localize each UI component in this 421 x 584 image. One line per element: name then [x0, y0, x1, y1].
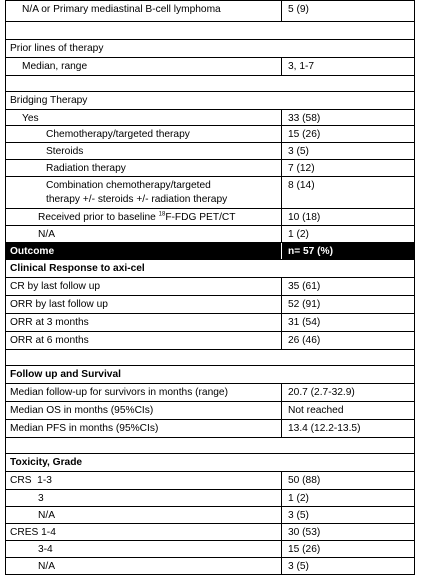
section-header-row — [5, 40, 415, 58]
blank-cell — [6, 22, 414, 39]
row-label: Combination chemotherapy/targeted therapy +/- steroids +/- radiation therapy — [6, 177, 282, 208]
section-label: Bridging Therapy — [10, 95, 88, 106]
row-label: CR by last follow up — [6, 278, 282, 295]
section-label: Clinical Response to axi-cel — [10, 263, 145, 274]
table-row — [5, 226, 415, 243]
blank-cell — [6, 76, 414, 91]
row-value: 31 (54) — [288, 317, 321, 328]
section-header-row — [5, 92, 415, 110]
row-label: Radiation therapy — [6, 160, 282, 176]
row-label: Median follow-up for survivors in months (range) — [6, 384, 282, 401]
row-value: Not reached — [288, 405, 344, 416]
blank-row — [5, 350, 415, 366]
row-value: 10 (18) — [288, 212, 321, 223]
row-label: N/A — [6, 226, 282, 242]
blank-cell — [6, 350, 414, 365]
row-label: N/A — [6, 558, 282, 574]
row-label: 3 — [6, 490, 282, 506]
section-header-row — [5, 260, 415, 278]
section-label: Prior lines of therapy — [10, 43, 104, 54]
row-value: 13.4 (12.2-13.5) — [288, 423, 361, 434]
table-row — [5, 490, 415, 507]
table-row — [5, 420, 415, 438]
row-value: 5 (9) — [288, 4, 309, 15]
row-label: ORR at 3 months — [6, 314, 282, 331]
table-row — [5, 160, 415, 177]
row-value: 3 (5) — [288, 561, 309, 572]
blank-row — [5, 22, 415, 40]
row-value: 8 (14) — [288, 180, 315, 191]
row-value: 3, 1-7 — [288, 61, 315, 72]
row-value: n= 57 (%) — [288, 246, 334, 257]
table-row — [5, 58, 415, 76]
row-value: 33 (58) — [288, 113, 321, 124]
table-row — [5, 524, 415, 541]
row-value: 1 (2) — [288, 229, 309, 240]
row-value: 7 (12) — [288, 163, 315, 174]
section-header-row — [5, 366, 415, 384]
table-row — [5, 126, 415, 143]
row-value: 20.7 (2.7-32.9) — [288, 387, 355, 398]
row-value: 3 (5) — [288, 146, 309, 157]
section-header-row — [5, 454, 415, 472]
baseline-outcomes-table — [5, 0, 415, 575]
table-row — [5, 541, 415, 558]
outcome-header-row — [5, 243, 415, 260]
table-row — [5, 0, 415, 22]
row-value: 50 (88) — [288, 475, 321, 486]
row-label: N/A — [6, 507, 282, 523]
row-label: 3-4 — [6, 541, 282, 557]
row-label: Median, range — [6, 58, 282, 75]
blank-row — [5, 76, 415, 92]
row-value: 35 (61) — [288, 281, 321, 292]
row-label: CRS 1-3 — [6, 472, 282, 489]
row-label: ORR at 6 months — [6, 332, 282, 349]
row-label-text-after: F-FDG PET/CT — [165, 212, 236, 223]
row-value: 30 (53) — [288, 527, 321, 538]
row-label-text: Received prior to baseline — [38, 212, 159, 223]
table-row — [5, 278, 415, 296]
table-row — [5, 143, 415, 160]
row-label: Median OS in months (95%CIs) — [6, 402, 282, 419]
table-row — [5, 384, 415, 402]
table-row — [5, 110, 415, 126]
section-label: Toxicity, Grade — [10, 457, 83, 468]
table-row — [5, 296, 415, 314]
row-value: 1 (2) — [288, 493, 309, 504]
row-label: N/A or Primary mediastinal B-cell lymphoma — [6, 1, 282, 21]
table-row — [5, 177, 415, 209]
row-label: Steroids — [6, 143, 282, 159]
row-value: 26 (46) — [288, 335, 321, 346]
table-row — [5, 507, 415, 524]
table-row — [5, 332, 415, 350]
row-label: CRES 1-4 — [6, 524, 282, 540]
section-label: Follow up and Survival — [10, 369, 121, 380]
row-label: Yes — [6, 110, 282, 125]
row-label: Outcome — [6, 243, 282, 259]
row-value: 52 (91) — [288, 299, 321, 310]
row-label: Chemotherapy/targeted therapy — [6, 126, 282, 142]
isotope-superscript: 18 — [158, 211, 166, 218]
row-value: 15 (26) — [288, 544, 321, 555]
row-value: 3 (5) — [288, 510, 309, 521]
table-row — [5, 558, 415, 575]
blank-row — [5, 438, 415, 454]
row-label: Median PFS in months (95%CIs) — [6, 420, 282, 437]
row-value: 15 (26) — [288, 129, 321, 140]
table-row — [5, 402, 415, 420]
table-row — [5, 209, 415, 226]
row-label: ORR by last follow up — [6, 296, 282, 313]
table-row — [5, 472, 415, 490]
row-label — [6, 209, 282, 225]
blank-cell — [6, 438, 414, 453]
table-row — [5, 314, 415, 332]
